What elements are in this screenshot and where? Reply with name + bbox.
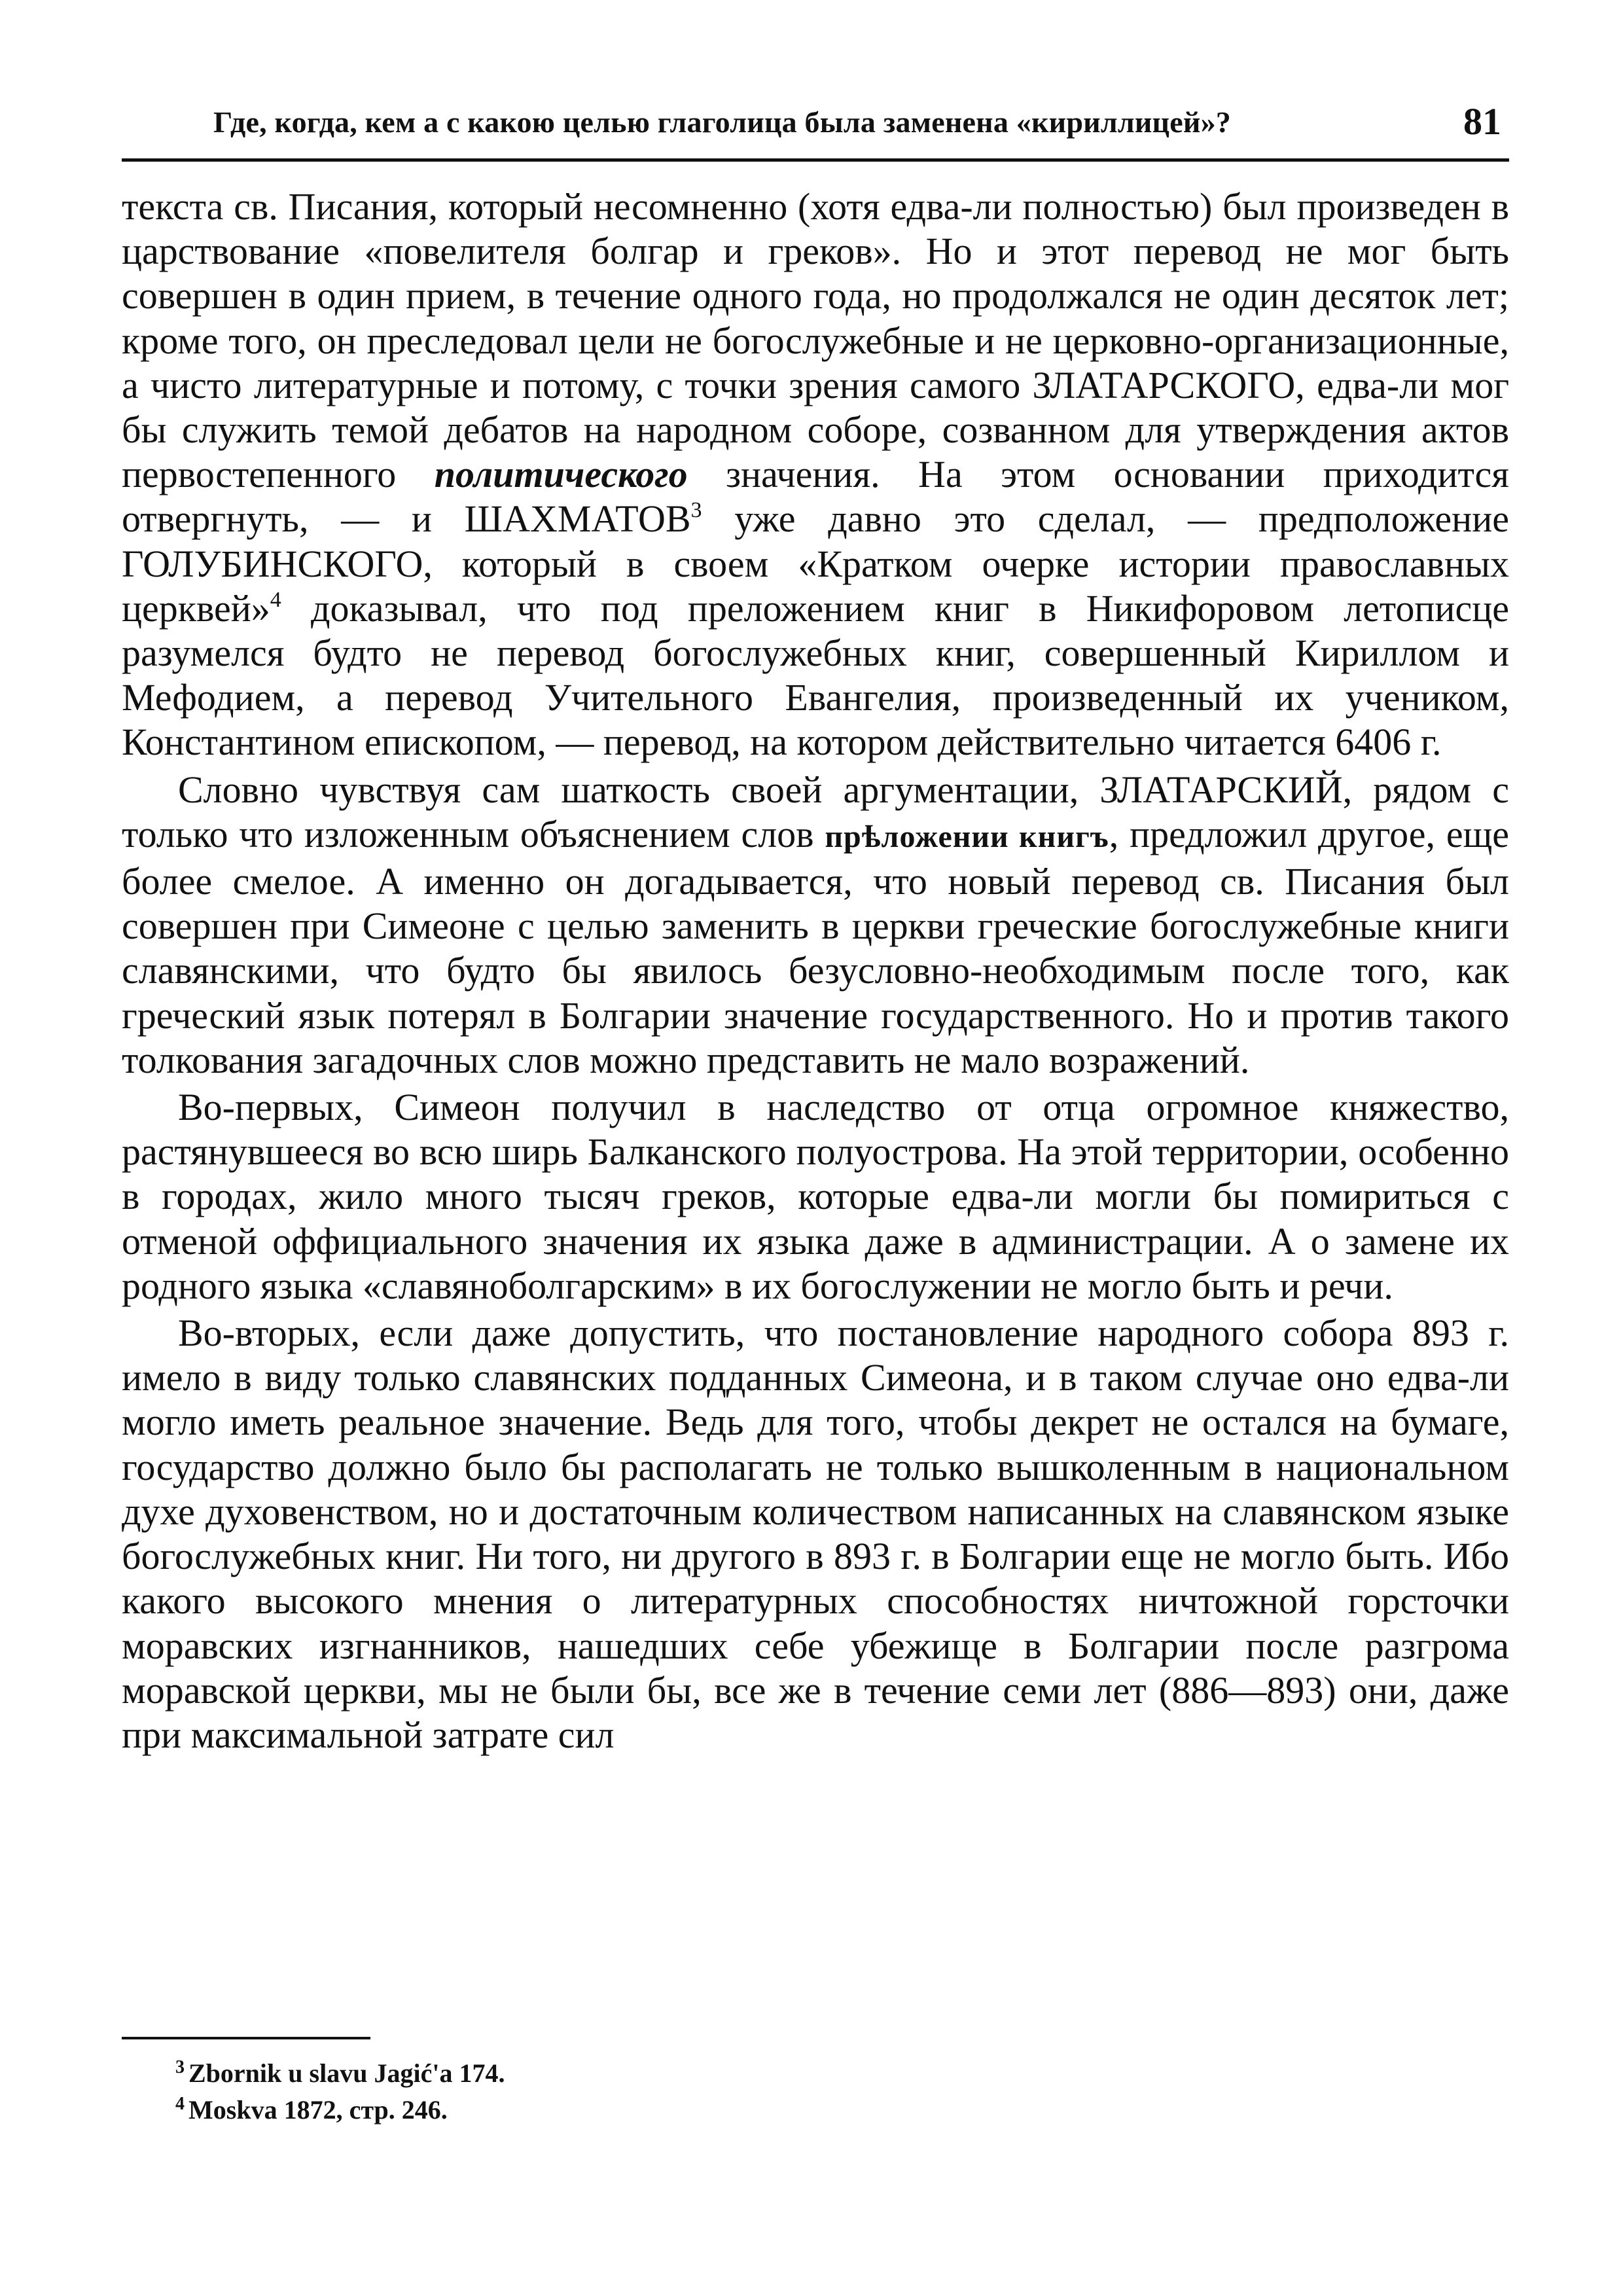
footnote-ref-4: 4	[270, 587, 281, 612]
header-rule	[122, 158, 1509, 162]
running-header	[122, 98, 1509, 151]
paragraph-2	[122, 768, 1509, 1083]
paragraph-2-text-a: Словно чувствуя сам шаткость своей аргументации, ЗЛАТАРСКИЙ, рядом с только что изложенным объяснением слов	[122, 768, 1509, 855]
paragraph-1-text-b: значения. На этом основании приходится отвергнуть, — и ШАХМАТОВ	[122, 453, 1509, 541]
paragraph-1	[122, 185, 1509, 765]
body-text	[122, 185, 1509, 1757]
footnote-mark: 3	[175, 2057, 185, 2077]
footnote-text: Zbornik u slavu Jagić'a 174.	[188, 2058, 505, 2088]
footnote-3	[175, 2055, 1419, 2092]
footnote-rule	[122, 2037, 370, 2039]
footnote-4	[175, 2092, 1419, 2128]
footnote-ref-3: 3	[690, 498, 702, 523]
running-header-title: Где, когда, кем а с какою целью глаголица была заменена «кириллицей»?	[213, 105, 1231, 139]
page-number: 81	[1463, 100, 1501, 143]
paragraph-3: Во-первых, Симеон получил в наследство от отца огромное княжество, растянувшееся во всю ширь Балканского полуострова. На этой территории, особенно в городах, жило много тысяч греков, которые едва-ли могли бы помириться с отменой оффициального значения их языка даже в администрации. А о замене их родного языка «славяноболгарским» в их богослужении не могло быть и речи.	[122, 1086, 1509, 1307]
paragraph-1-text-d: доказывал, что под преложением книг в Никифоровом летописце разумелся будто не перевод богослужебных книг, совершенный Кириллом и Мефодием, а перевод Учительного Евангелия, произведенный их учеником, Константином епископом, — перевод, на котором действительно читается 6406 г.	[122, 586, 1509, 764]
paragraph-2-text-b: , предложил другое, еще более смелое. А именно он догадывается, что новый перевод св. Писания был совершен при Симеоне с целью заменить в церкви греческие богослужебные книги славянскими, что будто бы явилось безусловно-необходимым после того, как греческий язык потерял в Болгарии значение государственного. Но и против такого толкования загадочных слов можно представить не мало возражений.	[122, 812, 1509, 1081]
footnote-mark: 4	[175, 2094, 185, 2114]
paragraph-4: Во-вторых, если даже допустить, что постановление народного собора 893 г. имело в виду только славянских подданных Симеона, и в таком случае оно едва-ли могло иметь реальное значение. Ведь для того, чтобы декрет не остался на бумаге, государство должно было бы располагать не только вышколенным в национальном духе духовенством, но и достаточным количеством написанных на славянском языке богослужебных книг. Ни того, ни другого в 893 г. в Болгарии еще не могло быть. Ибо какого высокого мнения о литературных способностях ничтожной горсточки моравских изгнанников, нашедших себе убежище в Болгарии после разгрома моравской церкви, мы не были бы, все же в течение семи лет (886—893) они, даже при максимальной затрате сил	[122, 1312, 1509, 1756]
footnotes	[175, 2055, 1419, 2128]
old-slavonic-quote: прѣложении книгъ	[825, 819, 1109, 854]
paragraph-1-text-c: уже давно это сделал, — предположение ГОЛУБИНСКОГО, который в своем «Кратком очерке истории православных церквей»	[122, 497, 1509, 630]
paragraph-1-text-a: текста св. Писания, который несомненно (хотя едва-ли полностью) был произведен в царствование «повелителя болгар и греков». Но и этот перевод не мог быть совершен в один прием, в течение одного года, но продолжался не один десяток лет; кроме того, он преследовал цели не богослужебные и не церковно-организационные, а чисто литературные и потому, с точки зрения самого ЗЛАТАРСКОГО, едва-ли мог бы служить темой дебатов на народном соборе, созванном для утверждения актов первостепенного	[122, 185, 1509, 496]
italic-emphasis: политического	[434, 453, 688, 496]
footnote-text: Moskva 1872, стр. 246.	[188, 2095, 448, 2125]
